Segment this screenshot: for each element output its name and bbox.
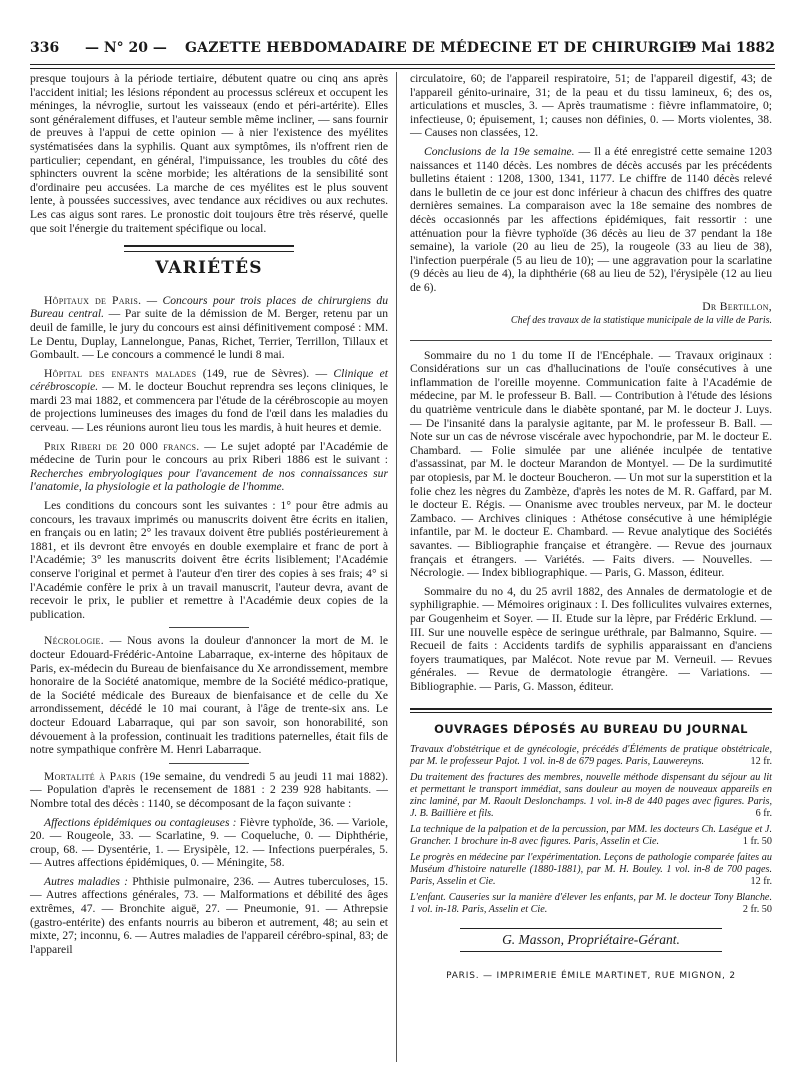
item-divider bbox=[410, 340, 772, 341]
right-column bbox=[410, 72, 772, 988]
item-prix-text: — Le sujet adopté par l'Académie de médecine de Turin pour le concours au prix Riberi 1886 est le suivant : bbox=[30, 439, 388, 467]
section-divider bbox=[124, 245, 294, 252]
ouvrage-item bbox=[410, 852, 772, 888]
printer-imprint: PARIS. — IMPRIMERIE ÉMILE MARTINET, RUE MIGNON, 2 bbox=[446, 970, 736, 981]
ouvrage-price: 1 fr. 50 bbox=[742, 836, 772, 848]
journal-title: GAZETTE HEBDOMADAIRE DE MÉDECINE ET DE CHIRURGIE bbox=[185, 40, 690, 56]
page-header bbox=[30, 40, 775, 60]
item-necro-text: — Nous avons la douleur d'annoncer la mort de M. le docteur Edouard-Frédéric-Antoine Labarraque, ex-interne des hôpitaux de Paris, ex-médecin du Bureau de bienfaisance du Xe arrondissement, membre honoraire de la Société anatomique, membre de la Société médico-pratique, de la Société médicale des Bureaux de bienfaisance et de celle du Xe arrondissement, décédé le 10 mai courant, à l'âge de trente-six ans. Le docteur Edouard Labarraque, qui par son savoir, son honorabilité, son dévouement à la profession, continuait les traditions paternelles, était fils de notre sympathique confrère M. Henri Labarraque. bbox=[30, 634, 388, 757]
ouvrage-text: La technique de la palpation et de la percussion, par MM. les docteurs Ch. Laségue et J. Grancher. 1 brochure in-8 avec figures. Paris, Asselin et Cie. bbox=[410, 824, 772, 848]
item-malades-text: — M. le docteur Bouchut reprendra ses leçons cliniques, le mardi 23 mai 1882, et commencera par l'étude de la cérébroscopie au moyen de projections lumineuses des images du fond de l'œil dans les maladies du cerveau. — Les réunions auront lieu tous les mardis, à huit heures et demie. bbox=[30, 380, 388, 435]
item-hopitaux-lead: Hôpitaux de Paris. bbox=[44, 293, 142, 307]
item-malades-lead: Hôpital des enfants malades bbox=[44, 366, 197, 380]
ouvrage-text: Le progrès en médecine par l'expérimentation. Leçons de pathologie comparée faites au Muséum d'histoire naturelle (1880-1881), par M. H. Bouley. 1 vol. in-8 de 700 pages. Paris, Asselin et Cie. bbox=[410, 852, 772, 888]
item-hopitaux-subject: — Concours pour trois places de chirurgiens du Bureau central. bbox=[30, 293, 388, 321]
ouvrage-text: Travaux d'obstétrique et de gynécologie, précédés d'Éléments de pratique obstétricale, par M. le professeur Pajot. 1 vol. in-8 de 679 pages. Paris, Lauwereyns. bbox=[410, 744, 772, 768]
item-concl-text: — Il a été enregistré cette semaine 1203 naissances et 1140 décès. Les nombres de décès accusés par les précédents bulletins étaient : 1208, 1300, 1341, 1177. Le chiffre de 1140 décès relevé dans le bulletin de ce jour est donc inférieur à chacun des chiffres des quatre dernières semaines. La comparaison avec la 18e semaine des nombres de décès occasionnés par les affections épidémiques, fait ressortir : une atténuation pour la fièvre typhoïde (36 décès au lieu de 37 pendant la 18e semaine), la variole (20 au lieu de 25), la rougeole (33 au lieu de 38), l'infection puerpérale (5 au lieu de 10); — une aggravation pour la scarlatine (9 décès au lieu de 4), la diphthérie (68 au lieu de 52), l'érysipèle (12 au lieu de 6). bbox=[410, 144, 772, 294]
item-autres-lead: Autres maladies : bbox=[44, 874, 128, 888]
mortality-continuation: circulatoire, 60; de l'appareil respiratoire, 51; de l'appareil digestif, 43; de l'appareil génito-urinaire, 31; de la peau et du tissu lamineux, 6; des os, articulations et muscles, 3. — Après traumatisme : fièvre inflammatoire, 0; infectieuse, 0; épuisement, 1; causes non définies, 0. — Morts violentes, 38. — Causes non classées, 12. bbox=[410, 72, 772, 140]
issue-date: 19 Mai 1882 bbox=[676, 40, 775, 56]
item-prix-conditions: Les conditions du concours sont les suivantes : 1° pour être admis au concours, les travaux imprimés ou manuscrits doivent être écrits en italien, en français ou en latin; 2° les travaux doivent être publiés postérieurement à 1881, et ils devront être envoyés en double exemplaire et franc de port à l'Académie; 3° les manuscrits doivent être écrits lisiblement; l'Académie conserve l'original et permet à l'auteur d'en tirer des copies à ses frais; 4° si l'Académie confère le prix à un travail manuscrit, l'auteur devra, avant de recevoir le prix, le publier et remettre à l'Académie deux copies de la publication. bbox=[30, 499, 388, 621]
item-affections-lead: Affections épidémiques ou contagieuses : bbox=[44, 815, 237, 829]
ouvrage-price: 12 fr. bbox=[750, 876, 772, 888]
ouvrage-item bbox=[410, 744, 772, 768]
item-mort-lead: Mortalité à Paris bbox=[44, 769, 136, 783]
ouvrage-price: 6 fr. bbox=[755, 808, 772, 820]
item-concl-lead: Conclusions de la 19e semaine. bbox=[424, 144, 575, 158]
item-prix-subject: Recherches embryologiques pour l'avancement de nos connaissances sur l'anatomie, la physiologie et la pathologie de l'homme. bbox=[30, 466, 388, 494]
item-autres-text: Phthisie pulmonaire, 236. — Autres tuberculoses, 15. — Autres affections générales, 73. — Malformations et débilité des âges extrêmes, 47. — Bronchite aiguë, 27. — Pneumonie, 91. — Athrepsie (gastro-entérite) des enfants nourris au biberon et autrement, 48; au sein et mixte, 27; inconnu, 6. — Autres maladies de l'appareil cérébro-spinal, 83; de l'appareil bbox=[30, 874, 388, 956]
item-necro-lead: Nécrologie. bbox=[44, 634, 104, 648]
item-mortalite bbox=[30, 770, 388, 811]
item-dermatologie: Sommaire du no 4, du 25 avril 1882, des Annales de dermatologie et de syphiligraphie. — Mémoires originaux : I. Des folliculites vulvaires externes, par Gougenheim et Soyer. — II. Etude sur la lèpre, par Frédéric Erklund. — III. Sur une nouvelle espèce de seringue uréthrale, par Balmanno, Squire. — Recueil de faits : Accidents tardifs de syphilis apparaissant en d'anciens foyers traumatiques, par Malécot. Note revue par M. Verneuil. — Revues générales. — Revue de dermatologie étrangère. — Variations. — Bibliographie. — Paris, G. Masson, éditeur. bbox=[410, 584, 772, 693]
issue-number: — N° 20 — bbox=[85, 40, 167, 56]
item-mort-text: (19e semaine, du vendredi 5 au jeudi 11 mai 1882). — Population d'après le recensement de 1881 : 2 239 928 habitants. — Nombre total des décès : 1140, se décomposant de la façon suivante : bbox=[30, 769, 388, 810]
ouvrage-text: Du traitement des fractures des membres, nouvelle méthode dispensant du séjour au lit et permettant le transport immédiat, sans douleur au moyen de nouveaux appareils en zinc laminé, par M. Raoult Deslonchamps. 1 vol. in-8 de 440 pages avec figures. Paris, J. B. Baillière et fils. bbox=[410, 772, 772, 820]
ouvrage-price: 2 fr. 50 bbox=[742, 904, 772, 916]
item-divider bbox=[169, 763, 249, 764]
signature: Dr Bertillon, bbox=[702, 299, 772, 313]
item-divider bbox=[169, 627, 249, 628]
article-continuation: presque toujours à la période tertiaire, débutent quatre ou cinq ans après l'accident initial; les lésions répondent au processus scléreux et occupent les méninges, la névroglie, surtout les vaisseaux (endo et péri-artérite). Elles sont généralement diffuses, et l'auteur semble même incliner, — sans fournir de preuves à l'appui de cette opinion — à nier l'existence des myélites systématisées dans la syphilis. Quant aux symptômes, ils n'offrent rien de particulier; cependant, en général, l'impuissance, les troubles du côté des sphincters ouvrent la scène morbide; les altérations de la sensibilité sont d'ordinaire peu accusées. La marche de ces myélites est le plus souvent lente, à poussées successives, avec tendance aux récidives ou aux rechutes. Les cas aigus sont rares. Le pronostic doit toujours être très réservé, quelle que soit l'énergie du traitement spécifique ou local. bbox=[30, 72, 388, 235]
section-divider bbox=[410, 708, 772, 713]
item-conclusions bbox=[410, 145, 772, 295]
item-malades-address: (149, rue de Sèvres). — bbox=[196, 366, 334, 380]
item-prix-lead: Prix Riberi de 20 000 francs. bbox=[44, 439, 200, 453]
item-enfants-malades bbox=[30, 367, 388, 435]
item-affections bbox=[30, 816, 388, 870]
item-autres-maladies bbox=[30, 875, 388, 957]
signature-title: Chef des travaux de la statistique municipale de la ville de Paris. bbox=[510, 315, 772, 327]
left-column bbox=[30, 72, 388, 961]
ouvrage-price: 12 fr. bbox=[750, 756, 772, 768]
item-affections-text: Fièvre typhoïde, 36. — Variole, 20. — Rougeole, 33. — Scarlatine, 9. — Coqueluche, 0. — Diphthérie, croup, 68. — Dysentérie, 1. — Erysipèle, 12. — Infections puerpérales, 5. — Autres affections épidémiques, 0. — Méningite, 58. bbox=[30, 815, 388, 870]
section-title-varietes: VARIÉTÉS bbox=[155, 258, 263, 279]
item-necrologie bbox=[30, 634, 388, 756]
column-separator bbox=[396, 72, 397, 1062]
item-hopitaux bbox=[30, 294, 388, 362]
publisher-box bbox=[460, 928, 722, 952]
item-prix-riberi bbox=[30, 440, 388, 494]
header-rule bbox=[30, 64, 775, 69]
ouvrage-item bbox=[410, 824, 772, 848]
item-hopitaux-text: — Par suite de la démission de M. Berger, retenu par un deuil de famille, le jury du concours est ainsi définitivement composé : MM. Le Dentu, Duplay, Lannelongue, Panas, Richet, Terrier, Terrillon, Tillaux et Gombault. — Le concours a commencé le lundi 8 mai. bbox=[30, 307, 388, 362]
item-malades-subject: Clinique et cérébroscopie. bbox=[30, 366, 388, 394]
ouvrage-item bbox=[410, 772, 772, 820]
publisher-name: G. Masson, Propriétaire-Gérant. bbox=[502, 932, 680, 948]
ouvrage-item bbox=[410, 892, 772, 916]
item-encephale: Sommaire du no 1 du tome II de l'Encéphale. — Travaux originaux : Considérations sur un cas d'hallucinations de l'ouïe consécutives à une inflammation de l'oreille moyenne. Communication faite à l'Académie de médecine, par M. le professeur B. Ball. — Contribution à l'étude des lésions du quatrième ventricule dans le diabète spontané, par M. le docteur J. Luys. — De l'insanité dans la paralysie agitante, par M. le professeur B. Ball. — Note sur un cas de névrose viscérale avec hypochondrie, par M. le docteur E. Chambard. — Folie simulée par une aliénée inculpée de tentative d'assassinat, par M. le docteur Marandon de Montyel. — De la surdimutité par otopiesis, par M. le docteur Boucheron. — Un mot sur la superstition et la folie chez les nègres du Zambèze, d'après les notes de M. R. Gaffard, par M. le docteur E. Régis. — Onanisme avec troubles nerveux, par M. le docteur Zambaco. — Archives cliniques : Athétose consécutive à une hémiplégie infantile, par M. le docteur E. Chambard. — Revue analytique des Sociétés savantes. — Bibliographie française et étrangère. — Revue des journaux français et étrangers. — Variétés. — Faits divers. — Nouvelles. — Nécrologie. — Index bibliographique. — Paris, G. Masson, éditeur. bbox=[410, 348, 772, 580]
page-number: 336 bbox=[30, 40, 60, 56]
ouvrage-text: L'enfant. Causeries sur la manière d'élever les enfants, par M. le docteur Tony Blanche. 1 vol. in-18. Paris, Asselin et Cie. bbox=[410, 892, 772, 916]
ouvrages-title: OUVRAGES DÉPOSÉS AU BUREAU DU JOURNAL bbox=[434, 721, 748, 736]
